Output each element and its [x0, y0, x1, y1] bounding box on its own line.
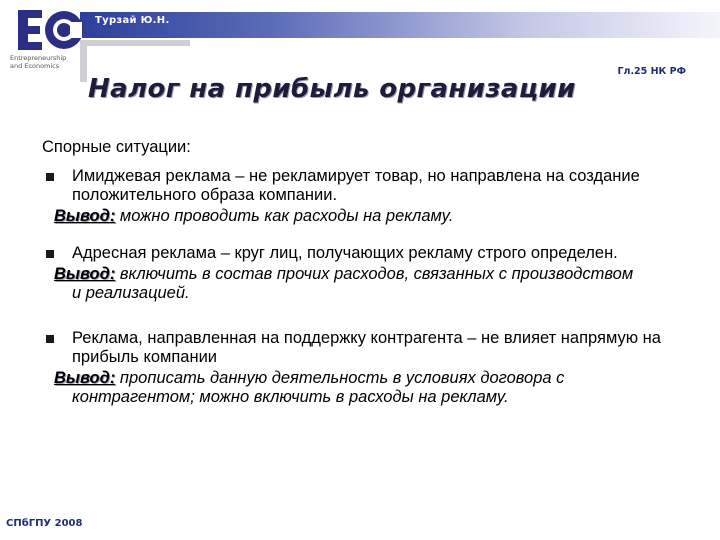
list-item — [42, 244, 712, 263]
conclusion-label: Вывод: — [54, 265, 116, 283]
slide-content — [42, 138, 712, 407]
list-item — [42, 167, 712, 205]
conclusion-text: можно проводить как расходы на рекламу. — [115, 207, 454, 225]
item-text: – не рекламирует товар, но направлена на создание положительного образа компании. — [72, 167, 640, 204]
item-lead: Реклама, направленная на поддержку контрагента – — [72, 329, 477, 347]
conclusion-label: Вывод: — [54, 369, 116, 387]
item-lead: Адресная реклама – — [72, 244, 230, 262]
logo-caption: Entrepreneurship and Economics — [10, 54, 67, 70]
conclusion-text-continued: и реализацией. — [72, 284, 190, 302]
item-text: круг лиц, получающих рекламу строго определен. — [229, 244, 618, 262]
item-text: не влияет напрямую на прибыль компании — [72, 329, 661, 366]
decorative-strip-horizontal — [80, 40, 190, 46]
item-lead: Имиджевая реклама — [72, 167, 231, 185]
square-bullet-icon — [46, 335, 54, 343]
conclusion — [54, 207, 712, 226]
square-bullet-icon — [46, 173, 54, 181]
conclusion-text: прописать данную деятельность в условиях договора с — [115, 369, 565, 387]
footer-text: СПбГПУ 2008 — [6, 518, 83, 529]
conclusion — [54, 265, 712, 303]
list-item — [42, 329, 712, 367]
slide-title: Налог на прибыль организации — [88, 74, 576, 104]
intro-text: Спорные ситуации: — [42, 138, 191, 156]
conclusion-text: включить в состав прочих расходов, связанных с производством — [115, 265, 634, 283]
conclusion-text-continued: контрагентом; можно включить в расходы на рекламу. — [72, 388, 509, 406]
square-bullet-icon — [46, 250, 54, 258]
author-name: Турзай Ю.Н. — [95, 15, 170, 26]
conclusion-label: Вывод: — [54, 207, 116, 225]
conclusion — [54, 369, 712, 407]
law-reference: Гл.25 НК РФ — [617, 66, 686, 77]
header-bar — [78, 12, 720, 38]
ec-logo — [8, 4, 86, 82]
